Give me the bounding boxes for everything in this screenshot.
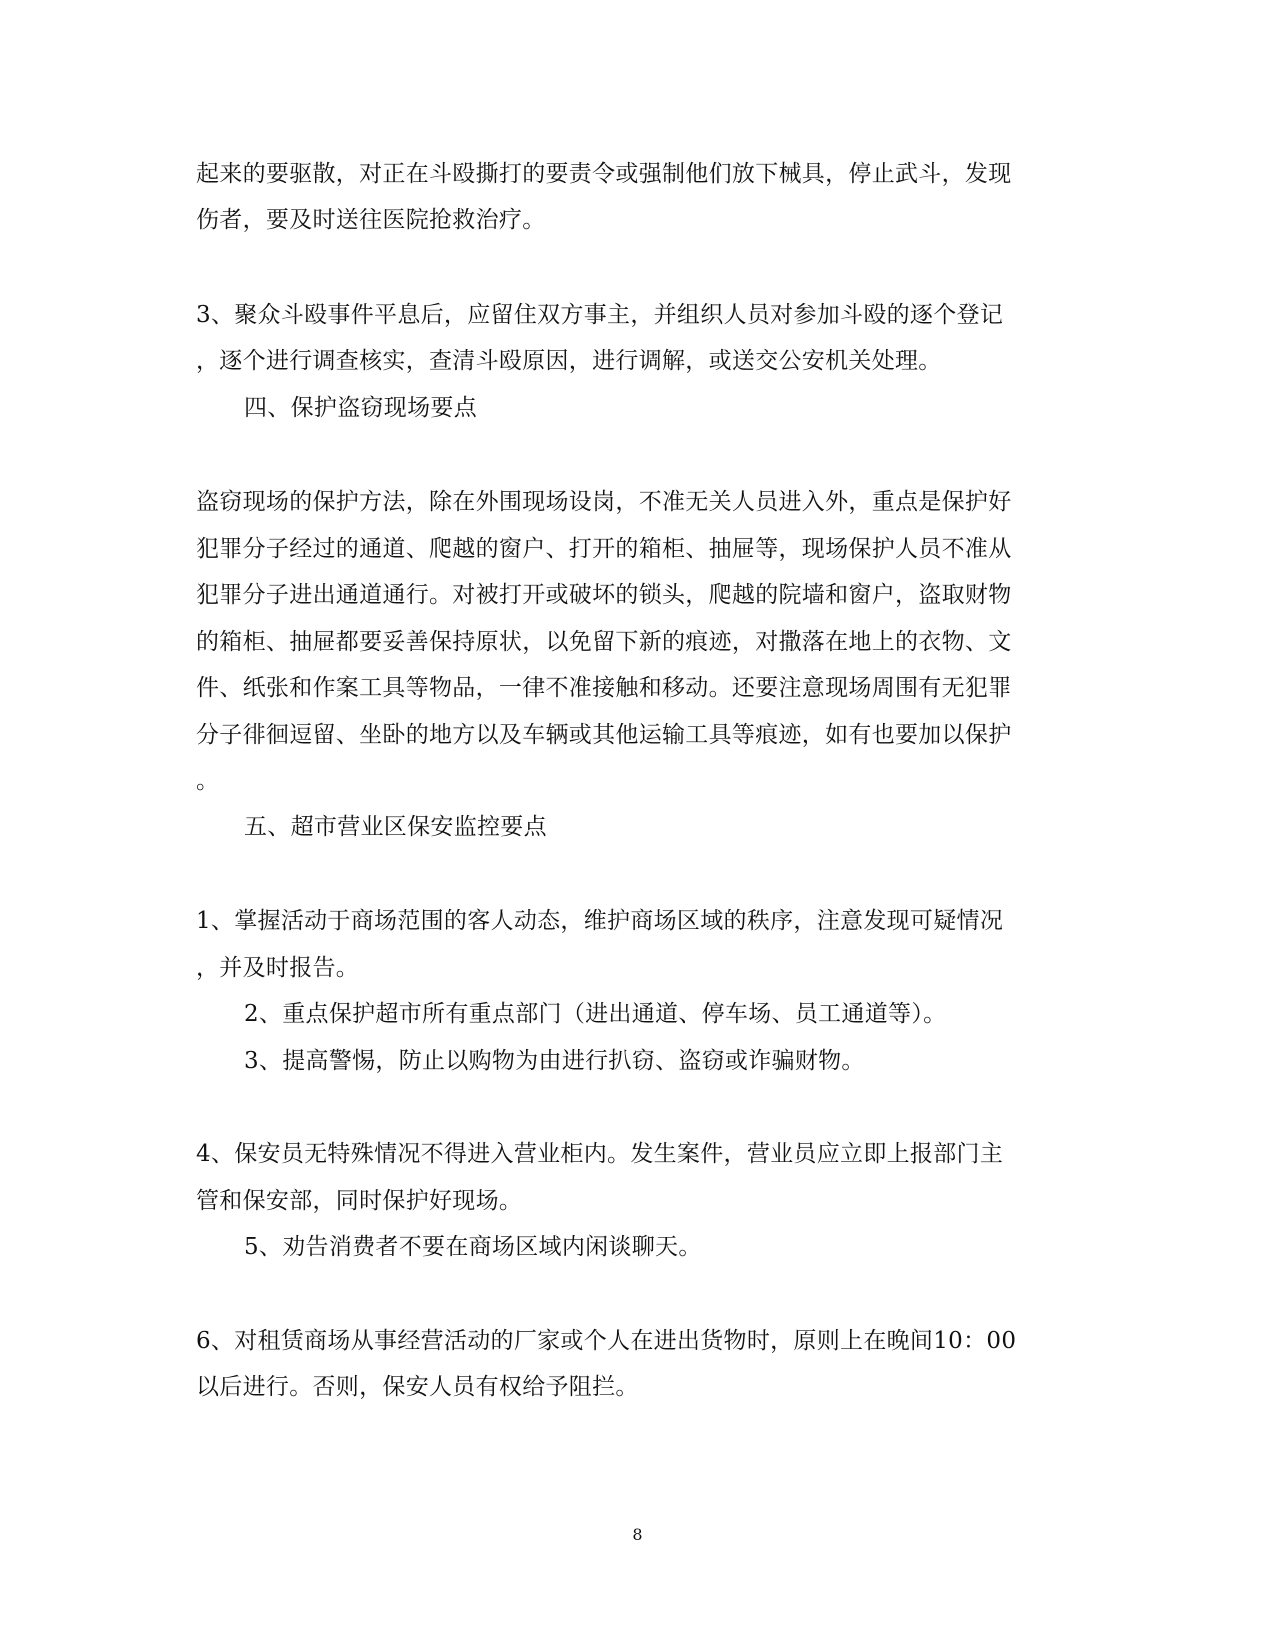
section-heading: 五、超市营业区保安监控要点 [244,814,547,840]
text-line: ，逐个进行调查核实，查清斗殴原因，进行调解，或送交公安机关处理。 [196,348,942,374]
page-number: 8 [632,1525,643,1544]
text-line: 的箱柜、抽屉都要妥善保持原状，以免留下新的痕迹，对撒落在地上的衣物、文 [196,629,1012,655]
section-heading: 四、保护盗窃现场要点 [244,395,477,421]
text-line: 4、保安员无特殊情况不得进入营业柜内。发生案件，营业员应立即上报部门主 [196,1141,1004,1167]
text-line: 犯罪分子经过的通道、爬越的窗户、打开的箱柜、抽屉等，现场保护人员不准从 [196,536,1012,562]
text-line: 以后进行。否则，保安人员有权给予阻拦。 [196,1374,639,1400]
text-line: 犯罪分子进出通道通行。对被打开或破坏的锁头，爬越的院墙和窗户，盗取财物 [196,582,1012,608]
text-line: 6、对租赁商场从事经营活动的厂家或个人在进出货物时，原则上在晚间10：00 [196,1328,1017,1354]
text-line: ，并及时报告。 [196,955,360,981]
text-line: 分子徘徊逗留、坐卧的地方以及车辆或其他运输工具等痕迹，如有也要加以保护 [196,722,1012,748]
text-line: 3、提高警惕，防止以购物为由进行扒窃、盗窃或诈骗财物。 [244,1048,865,1074]
text-line: 5、劝告消费者不要在商场区域内闲谈聊天。 [244,1234,702,1260]
text-line: 起来的要驱散，对正在斗殴撕打的要责令或强制他们放下械具，停止武斗，发现 [196,161,1012,187]
text-line: 伤者，要及时送往医院抢救治疗。 [196,207,546,233]
text-line: 3、聚众斗殴事件平息后，应留住双方事主，并组织人员对参加斗殴的逐个登记 [196,302,1004,328]
text-line: 。 [196,768,220,794]
text-line: 盗窃现场的保护方法，除在外围现场设岗，不准无关人员进入外，重点是保护好 [196,489,1012,515]
text-line: 2、重点保护超市所有重点部门（进出通道、停车场、员工通道等）。 [244,1001,947,1027]
text-line: 管和保安部，同时保护好现场。 [196,1188,523,1214]
text-line: 件、纸张和作案工具等物品，一律不准接触和移动。还要注意现场周围有无犯罪 [196,675,1012,701]
text-line: 1、掌握活动于商场范围的客人动态，维护商场区域的秩序，注意发现可疑情况 [196,908,1004,934]
